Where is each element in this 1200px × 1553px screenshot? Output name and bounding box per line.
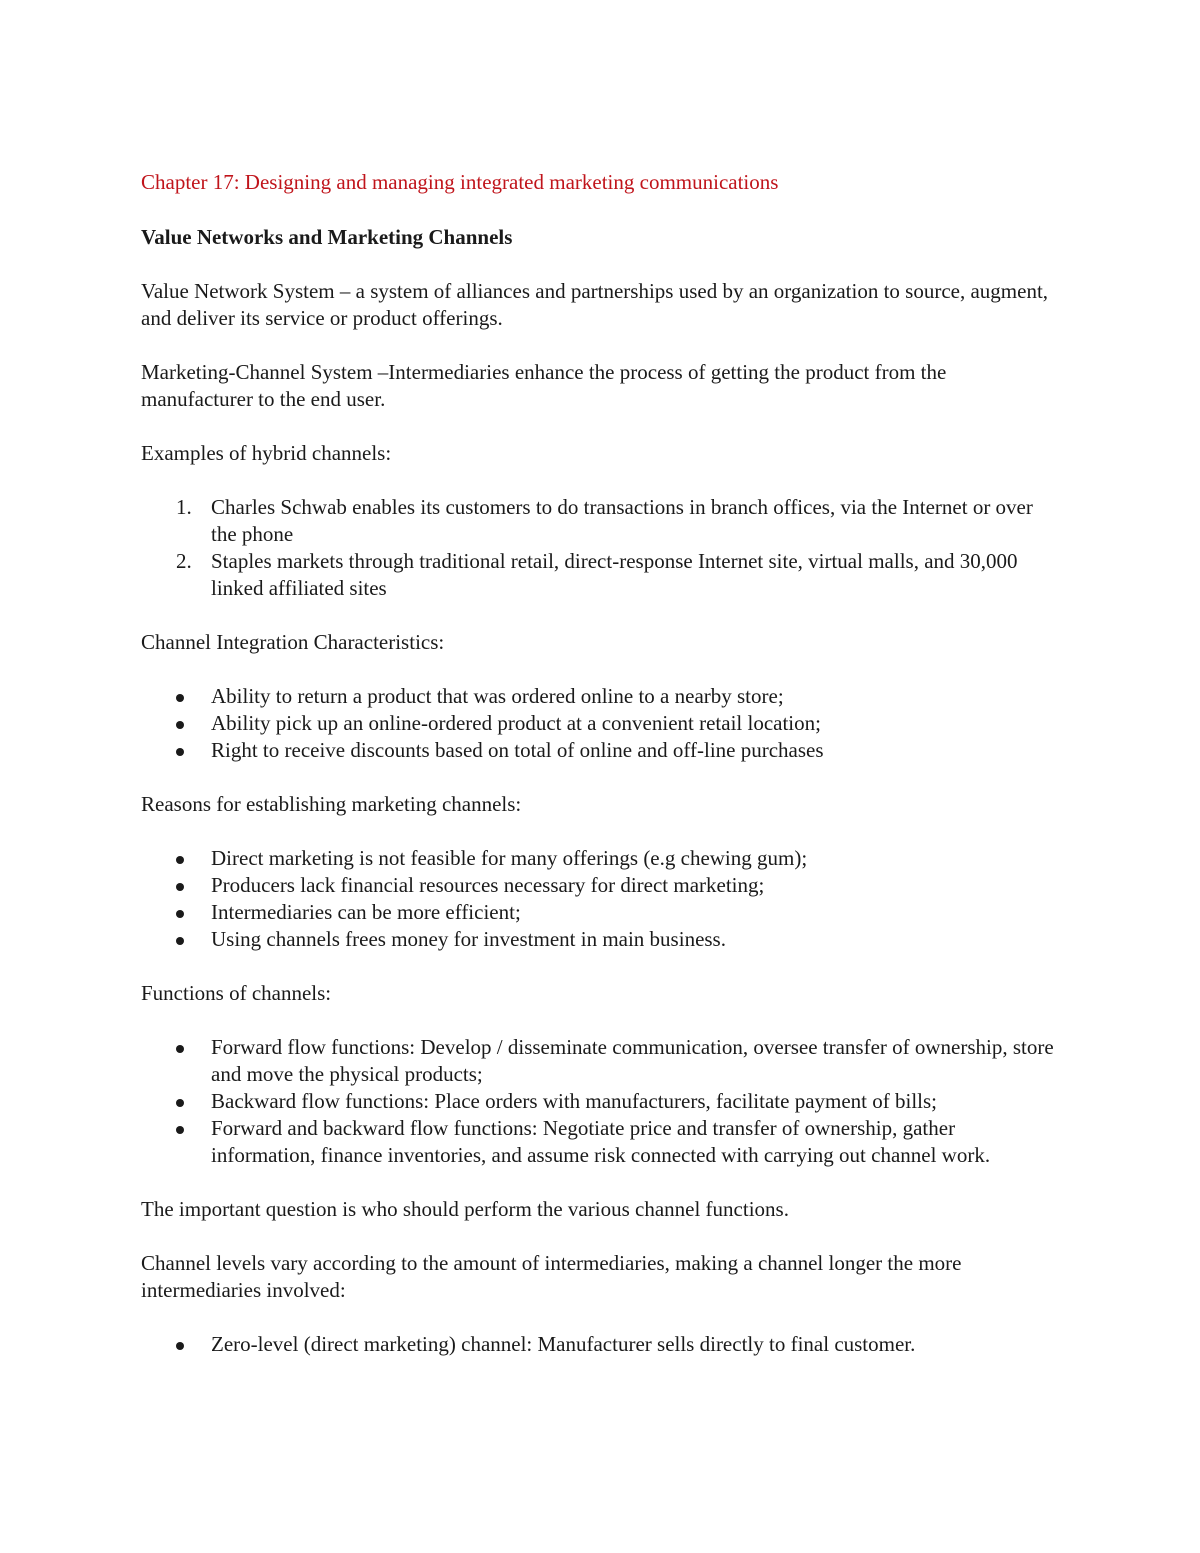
list-item xyxy=(141,1088,1061,1115)
list-item-text: Staples markets through traditional retail, direct-response Internet site, virtual malls, and 30,000 linked affiliated sites xyxy=(211,549,1018,600)
list-item xyxy=(141,548,1061,602)
bullet-icon xyxy=(176,694,184,702)
list-number: 1. xyxy=(176,495,192,519)
list-item-text: Right to receive discounts based on total of online and off-line purchases xyxy=(211,738,824,762)
list-item xyxy=(141,1331,1061,1358)
list-item-text: Forward and backward flow functions: Negotiate price and transfer of ownership, gather information, finance inventories, and assume risk connected with carrying out channel work. xyxy=(211,1116,991,1167)
list-item xyxy=(141,845,1061,872)
list-item xyxy=(141,1034,1061,1088)
functions-intro: Functions of channels: xyxy=(141,981,332,1005)
list-item-text: Backward flow functions: Place orders with manufacturers, facilitate payment of bills; xyxy=(211,1089,938,1113)
bullet-icon xyxy=(176,910,184,918)
list-item-text: Ability to return a product that was ordered online to a nearby store; xyxy=(211,684,784,708)
chapter-title: Chapter 17: Designing and managing integrated marketing communications xyxy=(141,170,779,194)
value-network-paragraph: Value Network System – a system of alliances and partnerships used by an organization to source, augment, and deliver its service or product offerings. xyxy=(141,279,1049,330)
bullet-icon xyxy=(176,1342,184,1350)
reasons-intro: Reasons for establishing marketing channels: xyxy=(141,792,522,816)
list-item-text: Ability pick up an online-ordered product at a convenient retail location; xyxy=(211,711,821,735)
levels-list xyxy=(141,1331,1061,1358)
list-item xyxy=(141,494,1061,548)
bullet-icon xyxy=(176,883,184,891)
list-item xyxy=(141,1115,1061,1169)
list-item xyxy=(141,683,1061,710)
hybrid-intro: Examples of hybrid channels: xyxy=(141,441,392,465)
important-question-paragraph: The important question is who should perform the various channel functions. xyxy=(141,1197,789,1221)
list-item-text: Intermediaries can be more efficient; xyxy=(211,900,521,924)
list-item-text: Zero-level (direct marketing) channel: Manufacturer sells directly to final customer. xyxy=(211,1332,916,1356)
bullet-icon xyxy=(176,937,184,945)
list-number: 2. xyxy=(176,549,192,573)
integration-intro: Channel Integration Characteristics: xyxy=(141,630,445,654)
bullet-icon xyxy=(176,856,184,864)
list-item xyxy=(141,737,1061,764)
bullet-icon xyxy=(176,1126,184,1134)
list-item xyxy=(141,872,1061,899)
list-item-text: Using channels frees money for investment in main business. xyxy=(211,927,726,951)
list-item-text: Forward flow functions: Develop / disseminate communication, oversee transfer of ownership, store and move the physical products; xyxy=(211,1035,1054,1086)
levels-intro: Channel levels vary according to the amount of intermediaries, making a channel longer the more intermediaries involved: xyxy=(141,1251,962,1302)
list-item xyxy=(141,899,1061,926)
integration-list xyxy=(141,683,1061,764)
document-page xyxy=(141,169,1061,1385)
bullet-icon xyxy=(176,721,184,729)
list-item-text: Direct marketing is not feasible for many offerings (e.g chewing gum); xyxy=(211,846,808,870)
list-item xyxy=(141,710,1061,737)
marketing-channel-paragraph: Marketing-Channel System –Intermediaries enhance the process of getting the product from the manufacturer to the end user. xyxy=(141,360,947,411)
functions-list xyxy=(141,1034,1061,1169)
reasons-list xyxy=(141,845,1061,953)
bullet-icon xyxy=(176,748,184,756)
bullet-icon xyxy=(176,1045,184,1053)
list-item xyxy=(141,926,1061,953)
list-item-text: Charles Schwab enables its customers to do transactions in branch offices, via the Internet or over the phone xyxy=(211,495,1033,546)
hybrid-examples-list xyxy=(141,494,1061,602)
bullet-icon xyxy=(176,1099,184,1107)
section-heading: Value Networks and Marketing Channels xyxy=(141,225,513,249)
list-item-text: Producers lack financial resources necessary for direct marketing; xyxy=(211,873,765,897)
